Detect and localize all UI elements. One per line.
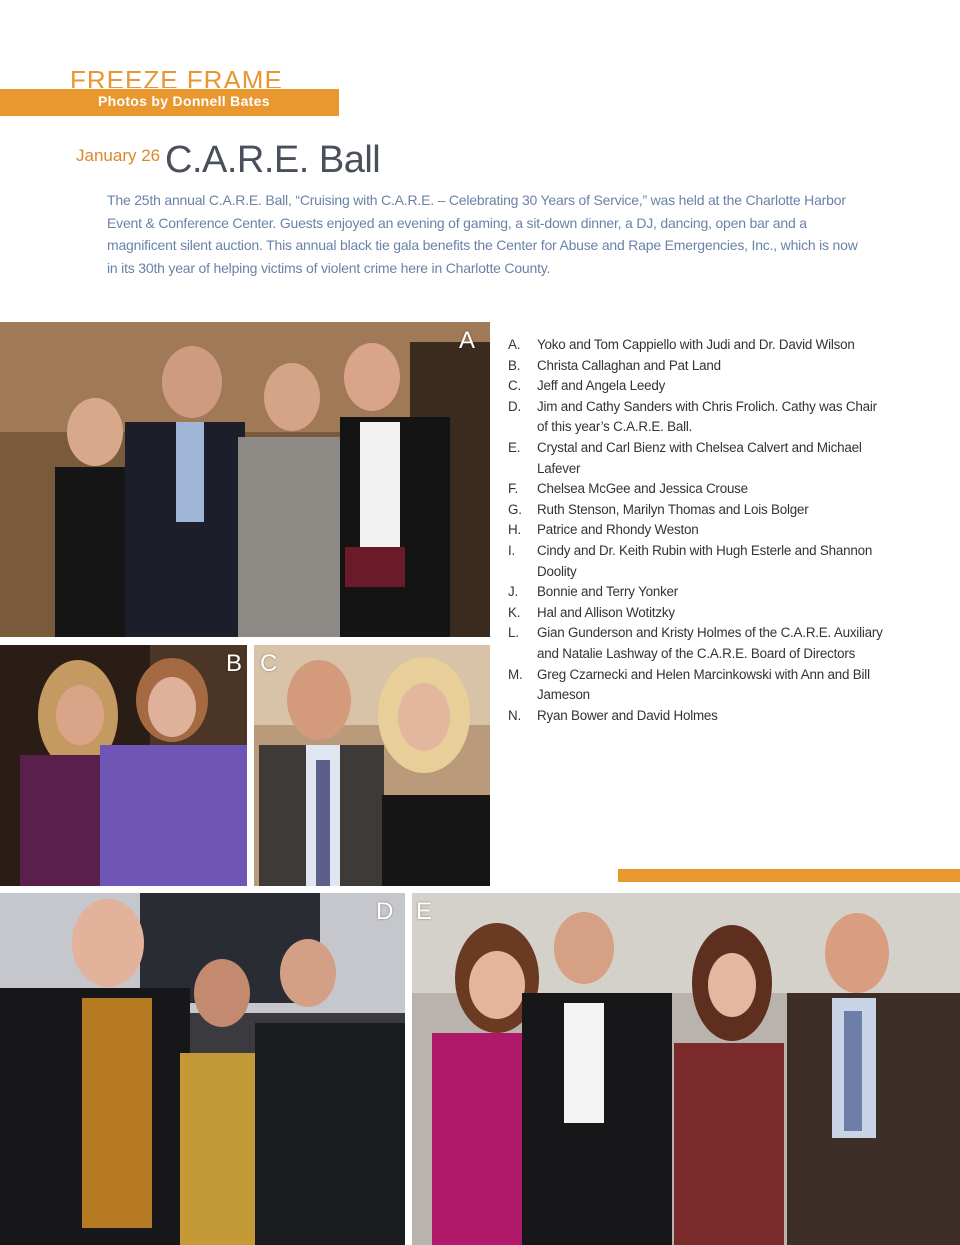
caption-key: F.	[508, 481, 519, 497]
photo-letter-c: C	[260, 650, 278, 677]
photo-credit: Photos by Donnell Bates	[98, 93, 270, 109]
caption-text: Patrice and Rhondy Weston	[537, 522, 699, 538]
photo-letter-e: E	[416, 898, 433, 925]
photo-a-image	[0, 322, 490, 637]
caption-text: Greg Czarnecki and Helen Marcinkowski with Ann and Bill Jameson	[537, 666, 870, 703]
caption-text: Cindy and Dr. Keith Rubin with Hugh Esterle and Shannon Doolity	[537, 542, 873, 579]
caption-text: Gian Gunderson and Kristy Holmes of the C.A.R.E. Auxiliary and Natalie Lashway of the C.A.R.E. Board of Directors	[537, 625, 883, 661]
event-date: January 26	[76, 146, 161, 165]
caption-key: K.	[508, 604, 521, 620]
caption-item	[508, 479, 888, 500]
caption-text: Ryan Bower and David Holmes	[537, 707, 718, 723]
caption-item	[508, 520, 888, 541]
caption-item	[508, 541, 888, 582]
photo-d-image	[0, 893, 405, 1245]
caption-item	[508, 623, 888, 664]
caption-text: Hal and Allison Wotitzky	[537, 604, 675, 620]
event-title: C.A.R.E. Ball	[165, 139, 381, 181]
caption-text: Bonnie and Terry Yonker	[537, 584, 679, 600]
photo-letter-a: A	[459, 327, 476, 354]
caption-text: Ruth Stenson, Marilyn Thomas and Lois Bolger	[537, 501, 809, 517]
accent-bar	[618, 869, 960, 882]
caption-key: H.	[508, 522, 521, 538]
caption-item	[508, 500, 888, 521]
caption-item	[508, 706, 888, 727]
caption-key: D.	[508, 398, 521, 414]
caption-item	[508, 582, 888, 603]
section-label: FREEZE FRAME	[70, 65, 283, 88]
caption-text: Yoko and Tom Cappiello with Judi and Dr. David Wilson	[537, 337, 855, 352]
caption-list	[508, 335, 888, 726]
photo-d	[0, 893, 405, 1245]
caption-item	[508, 438, 888, 479]
photo-letter-d: D	[376, 898, 394, 925]
caption-text: Christa Callaghan and Pat Land	[537, 357, 721, 373]
photo-letter-b: B	[226, 650, 243, 677]
caption-key: B.	[508, 357, 521, 373]
photo-credit-bar	[0, 89, 339, 116]
caption-key: J.	[508, 584, 519, 600]
caption-text: Crystal and Carl Bienz with Chelsea Calvert and Michael Lafever	[537, 439, 862, 476]
photo-c-image	[254, 645, 490, 886]
caption-text: Chelsea McGee and Jessica Crouse	[537, 481, 748, 497]
caption-item	[508, 376, 888, 397]
caption-key: L.	[508, 625, 519, 641]
caption-text: Jeff and Angela Leedy	[537, 378, 666, 394]
photo-c	[254, 645, 490, 886]
photo-b-image	[0, 645, 247, 886]
event-description: The 25th annual C.A.R.E. Ball, “Cruising with C.A.R.E. – Celebrating 30 Years of Service,” was held at the Charlotte Harbor Event & Conference Center. Guests enjoyed an evening of gaming, a sit-down dinner, a DJ, dancing, open bar and a magnificent silent auction. This annual black tie gala benefits the Center for Abuse and Rape Emergencies, Inc., which is now in its 30th year of helping victims of violent crime here in Charlotte County.	[107, 192, 858, 276]
caption-key: C.	[508, 378, 521, 394]
caption-item	[508, 397, 888, 438]
caption-item	[508, 335, 888, 356]
photo-a	[0, 322, 490, 637]
caption-key: M.	[508, 666, 523, 682]
caption-key: I.	[508, 542, 516, 558]
caption-key: E.	[508, 439, 521, 455]
caption-key: N.	[508, 707, 521, 723]
caption-item	[508, 356, 888, 377]
photo-e	[412, 893, 960, 1245]
caption-key: G.	[508, 501, 522, 517]
caption-text: Jim and Cathy Sanders with Chris Frolich. Cathy was Chair of this year’s C.A.R.E. Ball.	[537, 398, 877, 435]
caption-item	[508, 603, 888, 624]
caption-item	[508, 665, 888, 706]
caption-key: A.	[508, 337, 521, 352]
photo-e-image	[412, 893, 960, 1245]
photo-b	[0, 645, 247, 886]
